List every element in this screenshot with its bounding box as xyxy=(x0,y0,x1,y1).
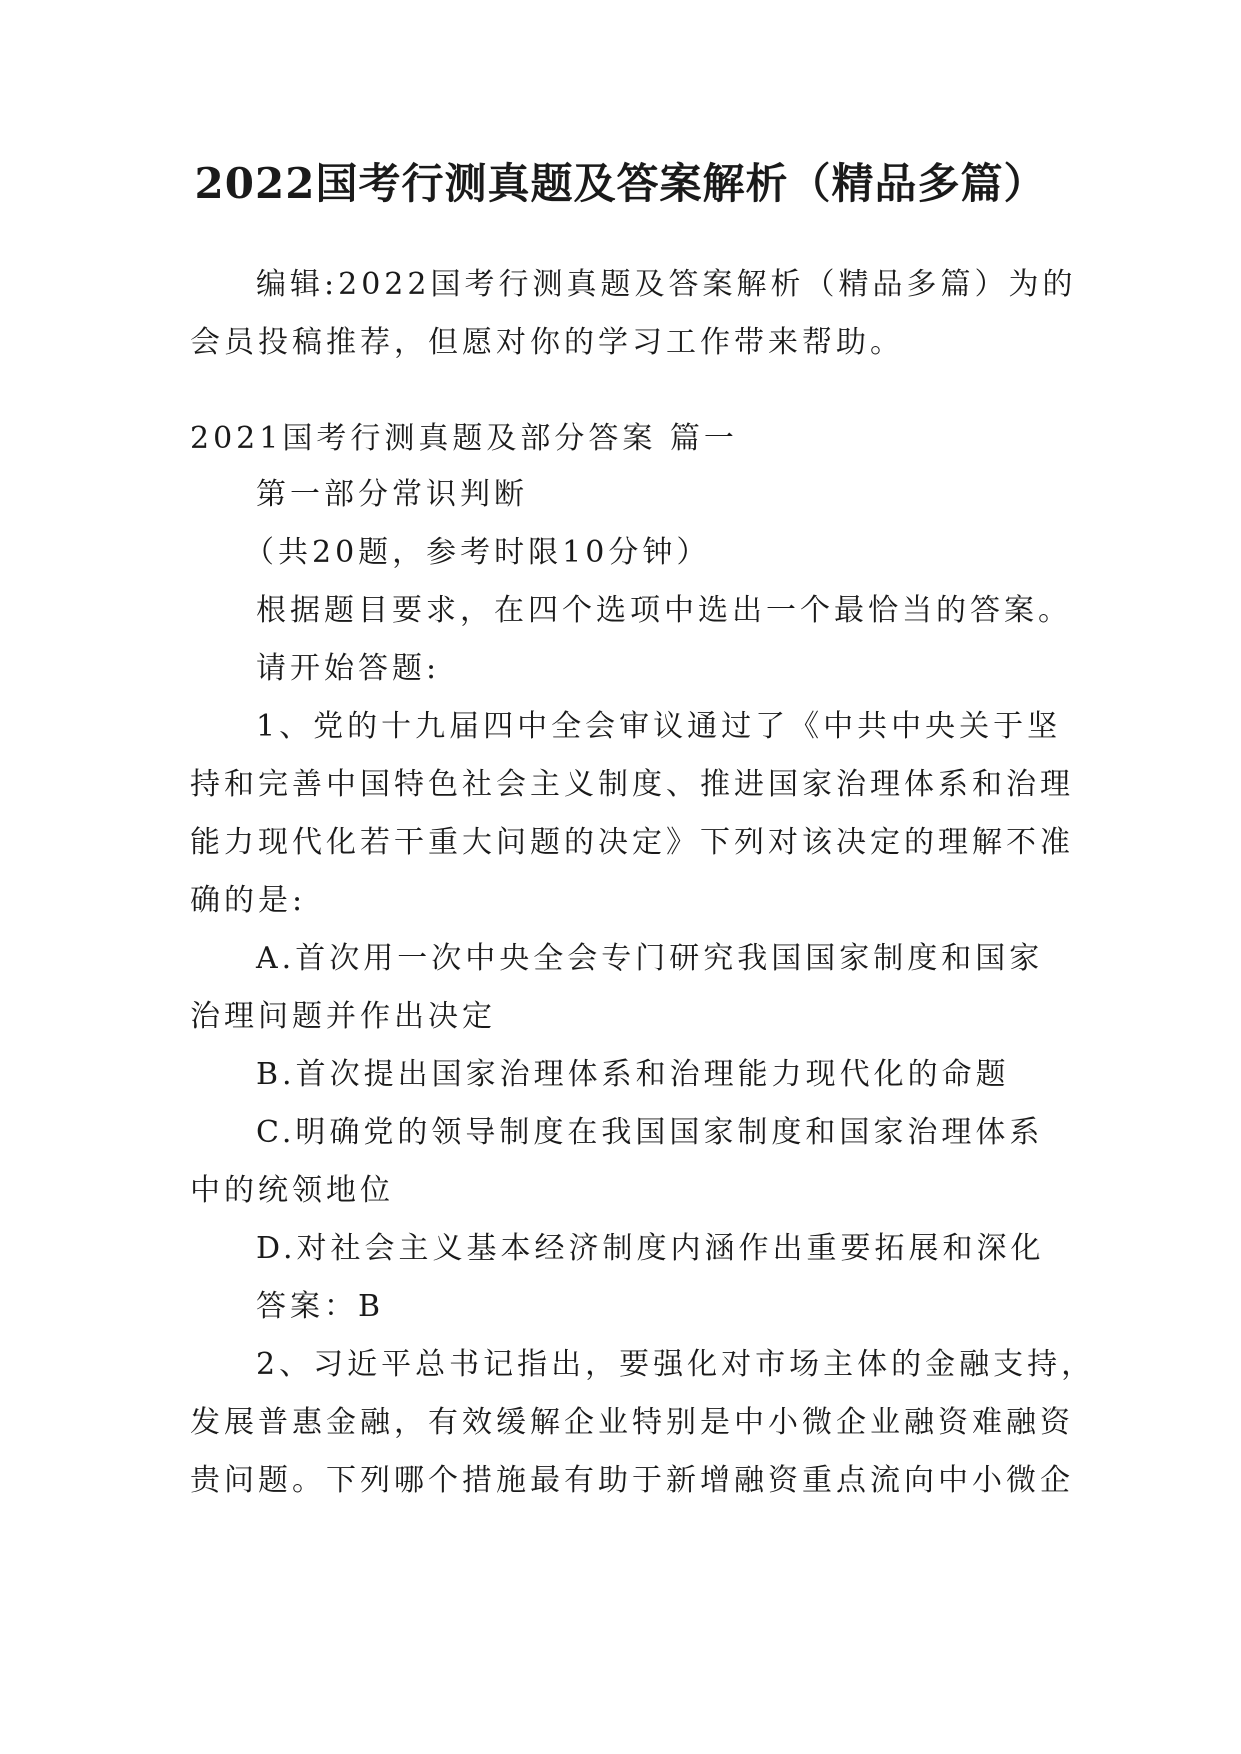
option-b: B.首次提出国家治理体系和治理能力现代化的命题 xyxy=(256,1057,1010,1092)
start-prompt: 请开始答题: xyxy=(256,651,441,686)
question-1-line: 确的是: xyxy=(190,883,307,918)
instruction-text: 根据题目要求，在四个选项中选出一个最恰当的答案。 xyxy=(256,593,1072,628)
intro-paragraph xyxy=(190,256,1077,372)
question-2-line: 贵问题。下列哪个措施最有助于新增融资重点流向中小微企 xyxy=(190,1463,1074,1498)
intro-line: 会员投稿推荐，但愿对你的学习工作带来帮助。 xyxy=(190,325,904,360)
section-heading-text: 2021国考行测真题及部分答案 篇一 xyxy=(190,421,738,456)
answer-text: 答案：B xyxy=(256,1289,385,1324)
intro-line: 编辑:2022国考行测真题及答案解析（精品多篇）为的 xyxy=(256,267,1077,302)
option-c: C.明确党的领导制度在我国国家制度和国家治理体系 xyxy=(256,1115,1044,1150)
document-title: 2022国考行测真题及答案解析（精品多篇） xyxy=(194,159,1047,208)
part-note: （共20题，参考时限10分钟） xyxy=(244,535,711,570)
option-a: A.首次用一次中央全会专门研究我国国家制度和国家 xyxy=(256,941,1044,976)
question-2-line: 发展普惠金融，有效缓解企业特别是中小微企业融资难融资 xyxy=(190,1405,1074,1440)
option-c-continued: 中的统领地位 xyxy=(190,1173,394,1208)
section-heading xyxy=(190,410,1050,468)
option-a-continued: 治理问题并作出决定 xyxy=(190,999,496,1034)
part-title: 第一部分常识判断 xyxy=(256,477,528,512)
question-1-line: 1、党的十九届四中全会审议通过了《中共中央关于坚 xyxy=(256,709,1062,744)
option-d: D.对社会主义基本经济制度内涵作出重要拓展和深化 xyxy=(256,1231,1045,1266)
question-2-line: 2、习近平总书记指出，要强化对市场主体的金融支持， xyxy=(256,1347,1096,1382)
question-1-line: 能力现代化若干重大问题的决定》下列对该决定的理解不准 xyxy=(190,825,1074,860)
question-1-line: 持和完善中国特色社会主义制度、推进国家治理体系和治理 xyxy=(190,767,1074,802)
exam-content xyxy=(190,466,1096,1510)
